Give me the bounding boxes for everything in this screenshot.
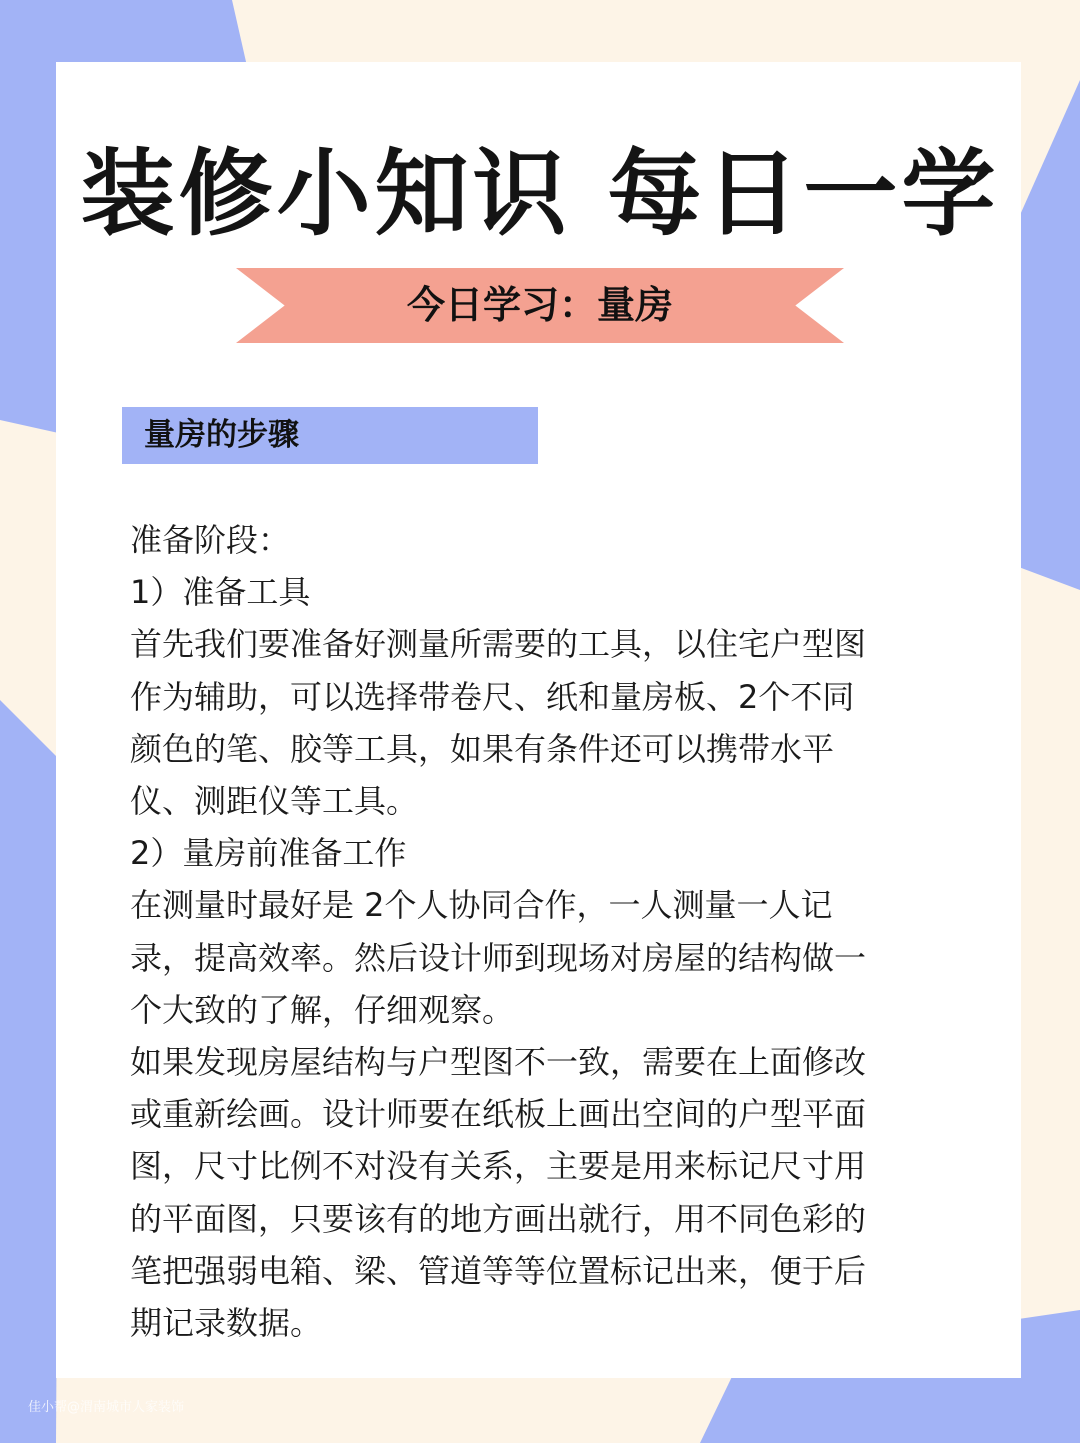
text-line: 颜色的笔、胶等工具，如果有条件还可以携带水平 xyxy=(130,729,835,768)
text-line: 2）量房前准备工作 xyxy=(130,834,407,873)
text-line: 在测量时最好是 2个人协同合作，一人测量一人记 xyxy=(130,886,833,925)
text-line: 或重新绘画。设计师要在纸板上画出空间的户型平面 xyxy=(130,1095,867,1134)
text-line: 的平面图，只要该有的地方画出就行，用不同色彩的 xyxy=(130,1199,867,1238)
text-line: 笔把强弱电箱、梁、管道等等位置标记出来，便于后 xyxy=(130,1251,867,1290)
page-title: 装修小知识 每日一学 xyxy=(80,139,1000,249)
text-line: 首先我们要准备好测量所需要的工具，以住宅户型图 xyxy=(130,625,867,664)
watermark: 佳小帮@渭南城市人家装饰 xyxy=(28,1400,185,1415)
text-line: 1）准备工具 xyxy=(130,573,311,612)
body-text xyxy=(130,514,980,1349)
text-line: 个大致的了解，仔细观察。 xyxy=(130,990,515,1029)
text-line: 作为辅助，可以选择带卷尺、纸和量房板、2个不同 xyxy=(130,677,855,716)
section-heading: 量房的步骤 xyxy=(144,417,299,453)
text-line: 图，尺寸比例不对没有关系，主要是用来标记尺寸用 xyxy=(130,1147,867,1186)
text-line: 仪、测距仪等工具。 xyxy=(130,782,419,821)
blue-shape-bottom-left xyxy=(0,700,60,1443)
text-line: 期记录数据。 xyxy=(130,1304,323,1343)
text-line: 录，提高效率。然后设计师到现场对房屋的结构做一 xyxy=(130,938,867,977)
ribbon-label: 今日学习：量房 xyxy=(406,283,673,327)
text-line: 准备阶段： xyxy=(130,521,291,559)
text-line: 如果发现房屋结构与户型图不一致，需要在上面修改 xyxy=(130,1043,867,1082)
